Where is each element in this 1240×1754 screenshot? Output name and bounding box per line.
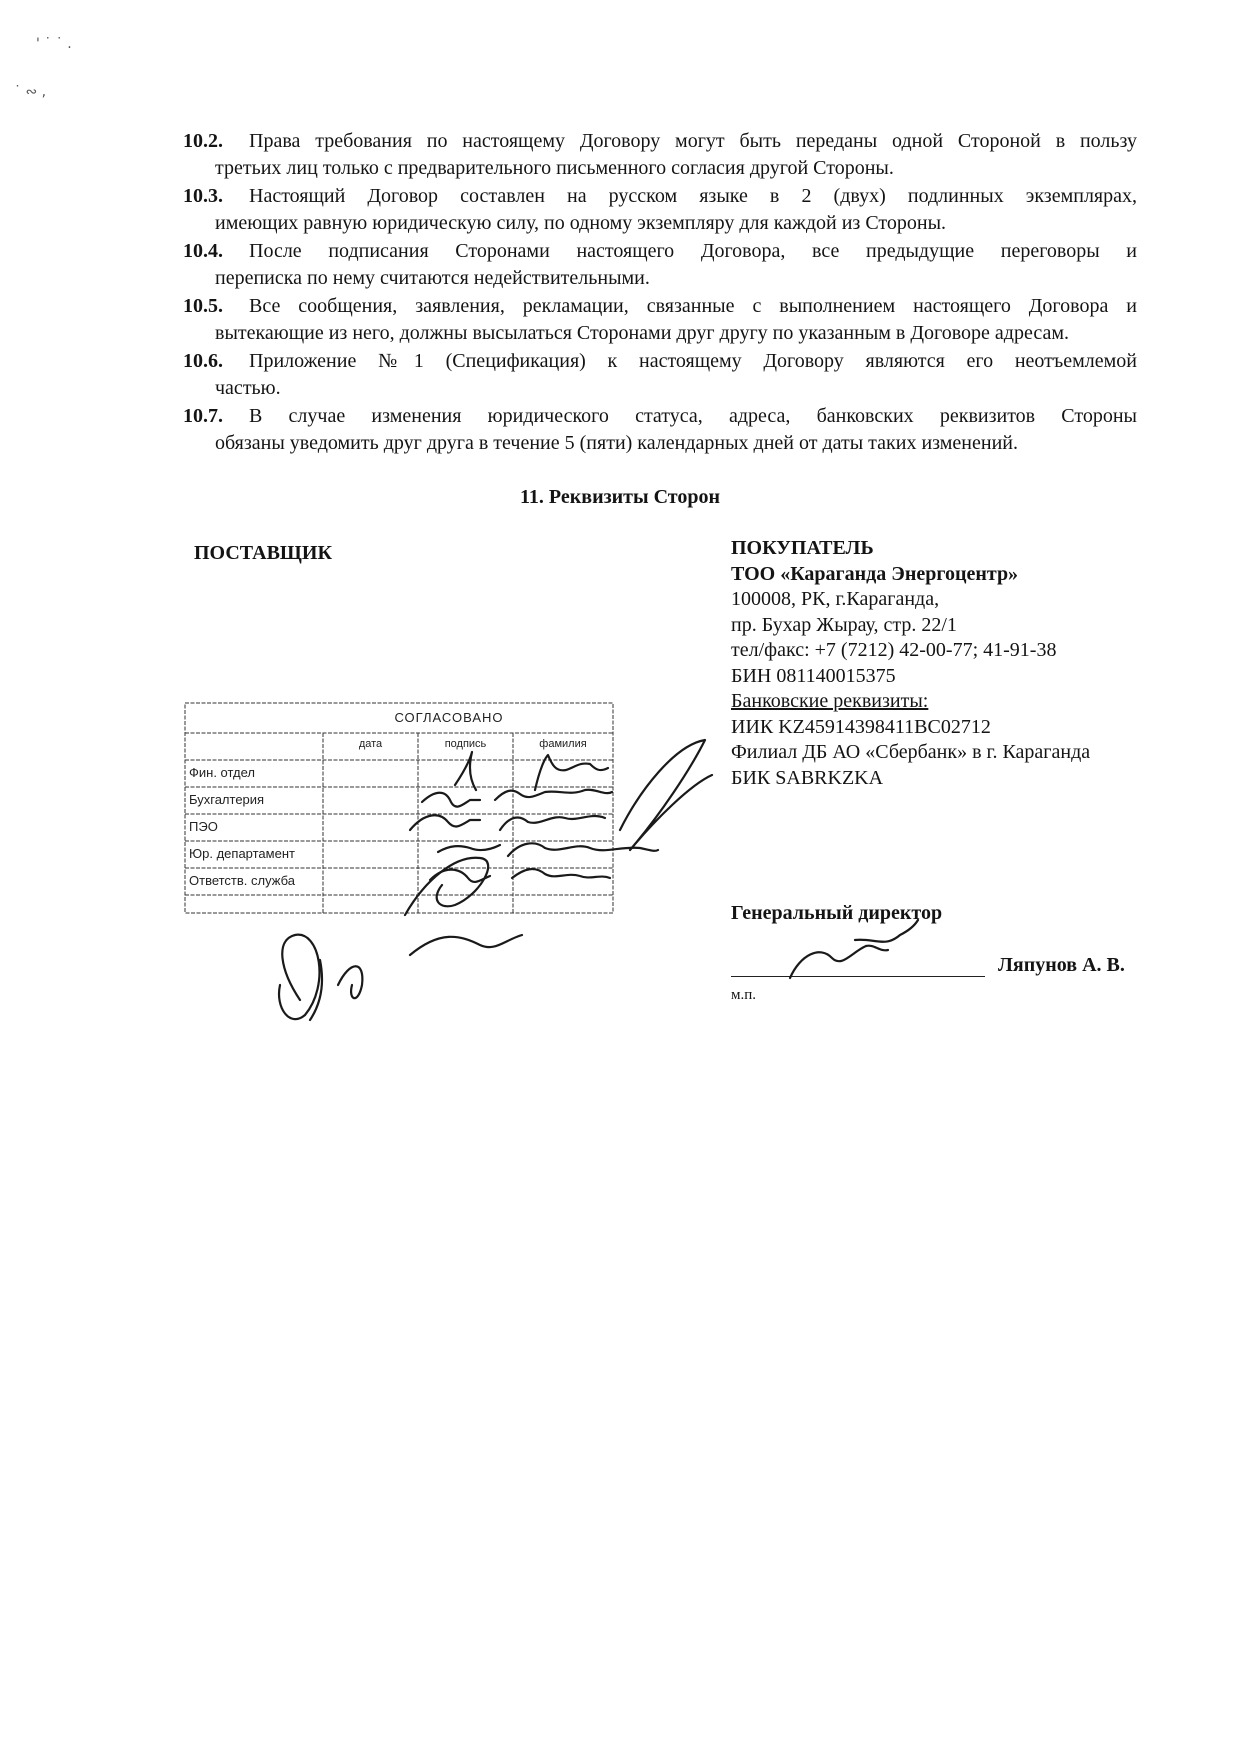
clause-text-line1: Настоящий Договор составлен на русском языке в 2 (двух) подлинных экземплярах, xyxy=(249,185,1137,207)
clause-text xyxy=(215,403,1137,457)
buyer-bank-label: Банковские реквизиты: xyxy=(731,690,929,712)
buyer-bin: БИН 081140015375 xyxy=(731,664,896,687)
approval-stamp xyxy=(183,700,615,916)
signature-supplier-3 xyxy=(338,966,362,998)
signature-line xyxy=(731,976,985,977)
stamp-row-finance: Фин. отдел xyxy=(189,765,255,780)
clause-text-rest: частью. xyxy=(215,377,281,399)
clause-text-rest: переписка по нему считаются недействительными. xyxy=(215,267,650,289)
stamp-header-signature: подпись xyxy=(444,738,487,750)
buyer-details xyxy=(731,536,1090,791)
clause-10-5 xyxy=(183,293,1137,347)
buyer-address-line1: 100008, РК, г.Караганда, xyxy=(731,588,940,610)
clause-number: 10.4. xyxy=(183,240,223,262)
buyer-phone: тел/факс: +7 (7212) 42-00-77; 41-91-38 xyxy=(731,639,1057,661)
signature-supplier xyxy=(279,935,319,1019)
clause-10-6 xyxy=(183,348,1137,402)
clause-10-2 xyxy=(183,128,1137,182)
director-title: Генеральный директор xyxy=(731,902,943,924)
signature-right-loop xyxy=(620,740,712,850)
stamp-row-peo: ПЭО xyxy=(189,819,218,834)
buyer-bik: БИК SABRKZKA xyxy=(731,766,884,789)
clause-text xyxy=(215,238,1137,292)
clause-text-rest: имеющих равную юридическую силу, по одному экземпляру для каждой из Стороны. xyxy=(215,212,947,234)
buyer-company: ТОО «Караганда Энергоцентр» xyxy=(731,562,1019,585)
clause-text-rest: обязаны уведомить друг друга в течение 5 (пяти) календарных дней от даты таких изменений. xyxy=(215,432,1018,454)
stamp-header-surname: фамилия xyxy=(539,738,587,750)
clause-text xyxy=(215,183,1137,237)
clause-text xyxy=(215,293,1137,347)
clause-text-line1: Все сообщения, заявления, рекламации, связанные с выполнением настоящего Договора и xyxy=(249,295,1137,317)
scan-speck: ' ˙ ˙ . xyxy=(36,36,72,52)
buyer-address-line2: пр. Бухар Жырау, стр. 22/1 xyxy=(731,613,957,636)
clauses-list xyxy=(183,128,1137,458)
signature-supplier-2 xyxy=(310,960,322,1020)
stamp-title: СОГЛАСОВАНО xyxy=(394,710,504,725)
stamp-place-label: м.п. xyxy=(731,987,757,1003)
clause-text-line1: Приложение №1 (Спецификация) к настоящему Договору являются его неотъемлемой xyxy=(249,350,1137,372)
buyer-iik: ИИК KZ45914398411BC02712 xyxy=(731,715,991,738)
clause-10-3 xyxy=(183,183,1137,237)
clause-text-rest: вытекающие из него, должны высылаться Сторонами друг другу по указанным в Договоре адресам. xyxy=(215,322,1069,344)
stamp-header-date: дата xyxy=(358,738,383,750)
clause-number: 10.7. xyxy=(183,405,223,427)
director-name: Ляпунов А. В. xyxy=(998,954,1125,976)
signature-bottom xyxy=(410,935,522,955)
buyer-bank-name: Филиал ДБ АО «Сбербанк» в г. Караганда xyxy=(731,741,1091,763)
clause-number: 10.6. xyxy=(183,350,223,372)
clause-10-7 xyxy=(183,403,1137,457)
stamp-row-accounting: Бухгалтерия xyxy=(189,792,265,807)
clause-text-rest: третьих лиц только с предварительного письменного согласия другой Стороны. xyxy=(215,157,894,179)
buyer-label: ПОКУПАТЕЛЬ xyxy=(731,537,874,559)
clause-text-line1: Права требования по настоящему Договору могут быть переданы одной Стороной в пользу xyxy=(249,130,1137,152)
section-title: 11. Реквизиты Сторон xyxy=(520,486,720,508)
clause-number: 10.3. xyxy=(183,185,223,207)
scan-speck: ˙ ∾ , xyxy=(14,84,47,100)
supplier-label: ПОСТАВЩИК xyxy=(194,542,332,564)
clause-text-line1: В случае изменения юридического статуса, адреса, банковских реквизитов Стороны xyxy=(249,405,1137,427)
signature-director xyxy=(790,946,888,978)
stamp-row-legal: Юр. департамент xyxy=(189,846,295,861)
clause-number: 10.5. xyxy=(183,295,223,317)
clause-10-4 xyxy=(183,238,1137,292)
clause-text-line1: После подписания Сторонами настоящего Договора, все предыдущие переговоры и xyxy=(249,240,1137,262)
clause-text xyxy=(215,128,1137,182)
clause-number: 10.2. xyxy=(183,130,223,152)
clause-text xyxy=(215,348,1137,402)
stamp-row-responsible: Ответств. служба xyxy=(189,873,295,888)
